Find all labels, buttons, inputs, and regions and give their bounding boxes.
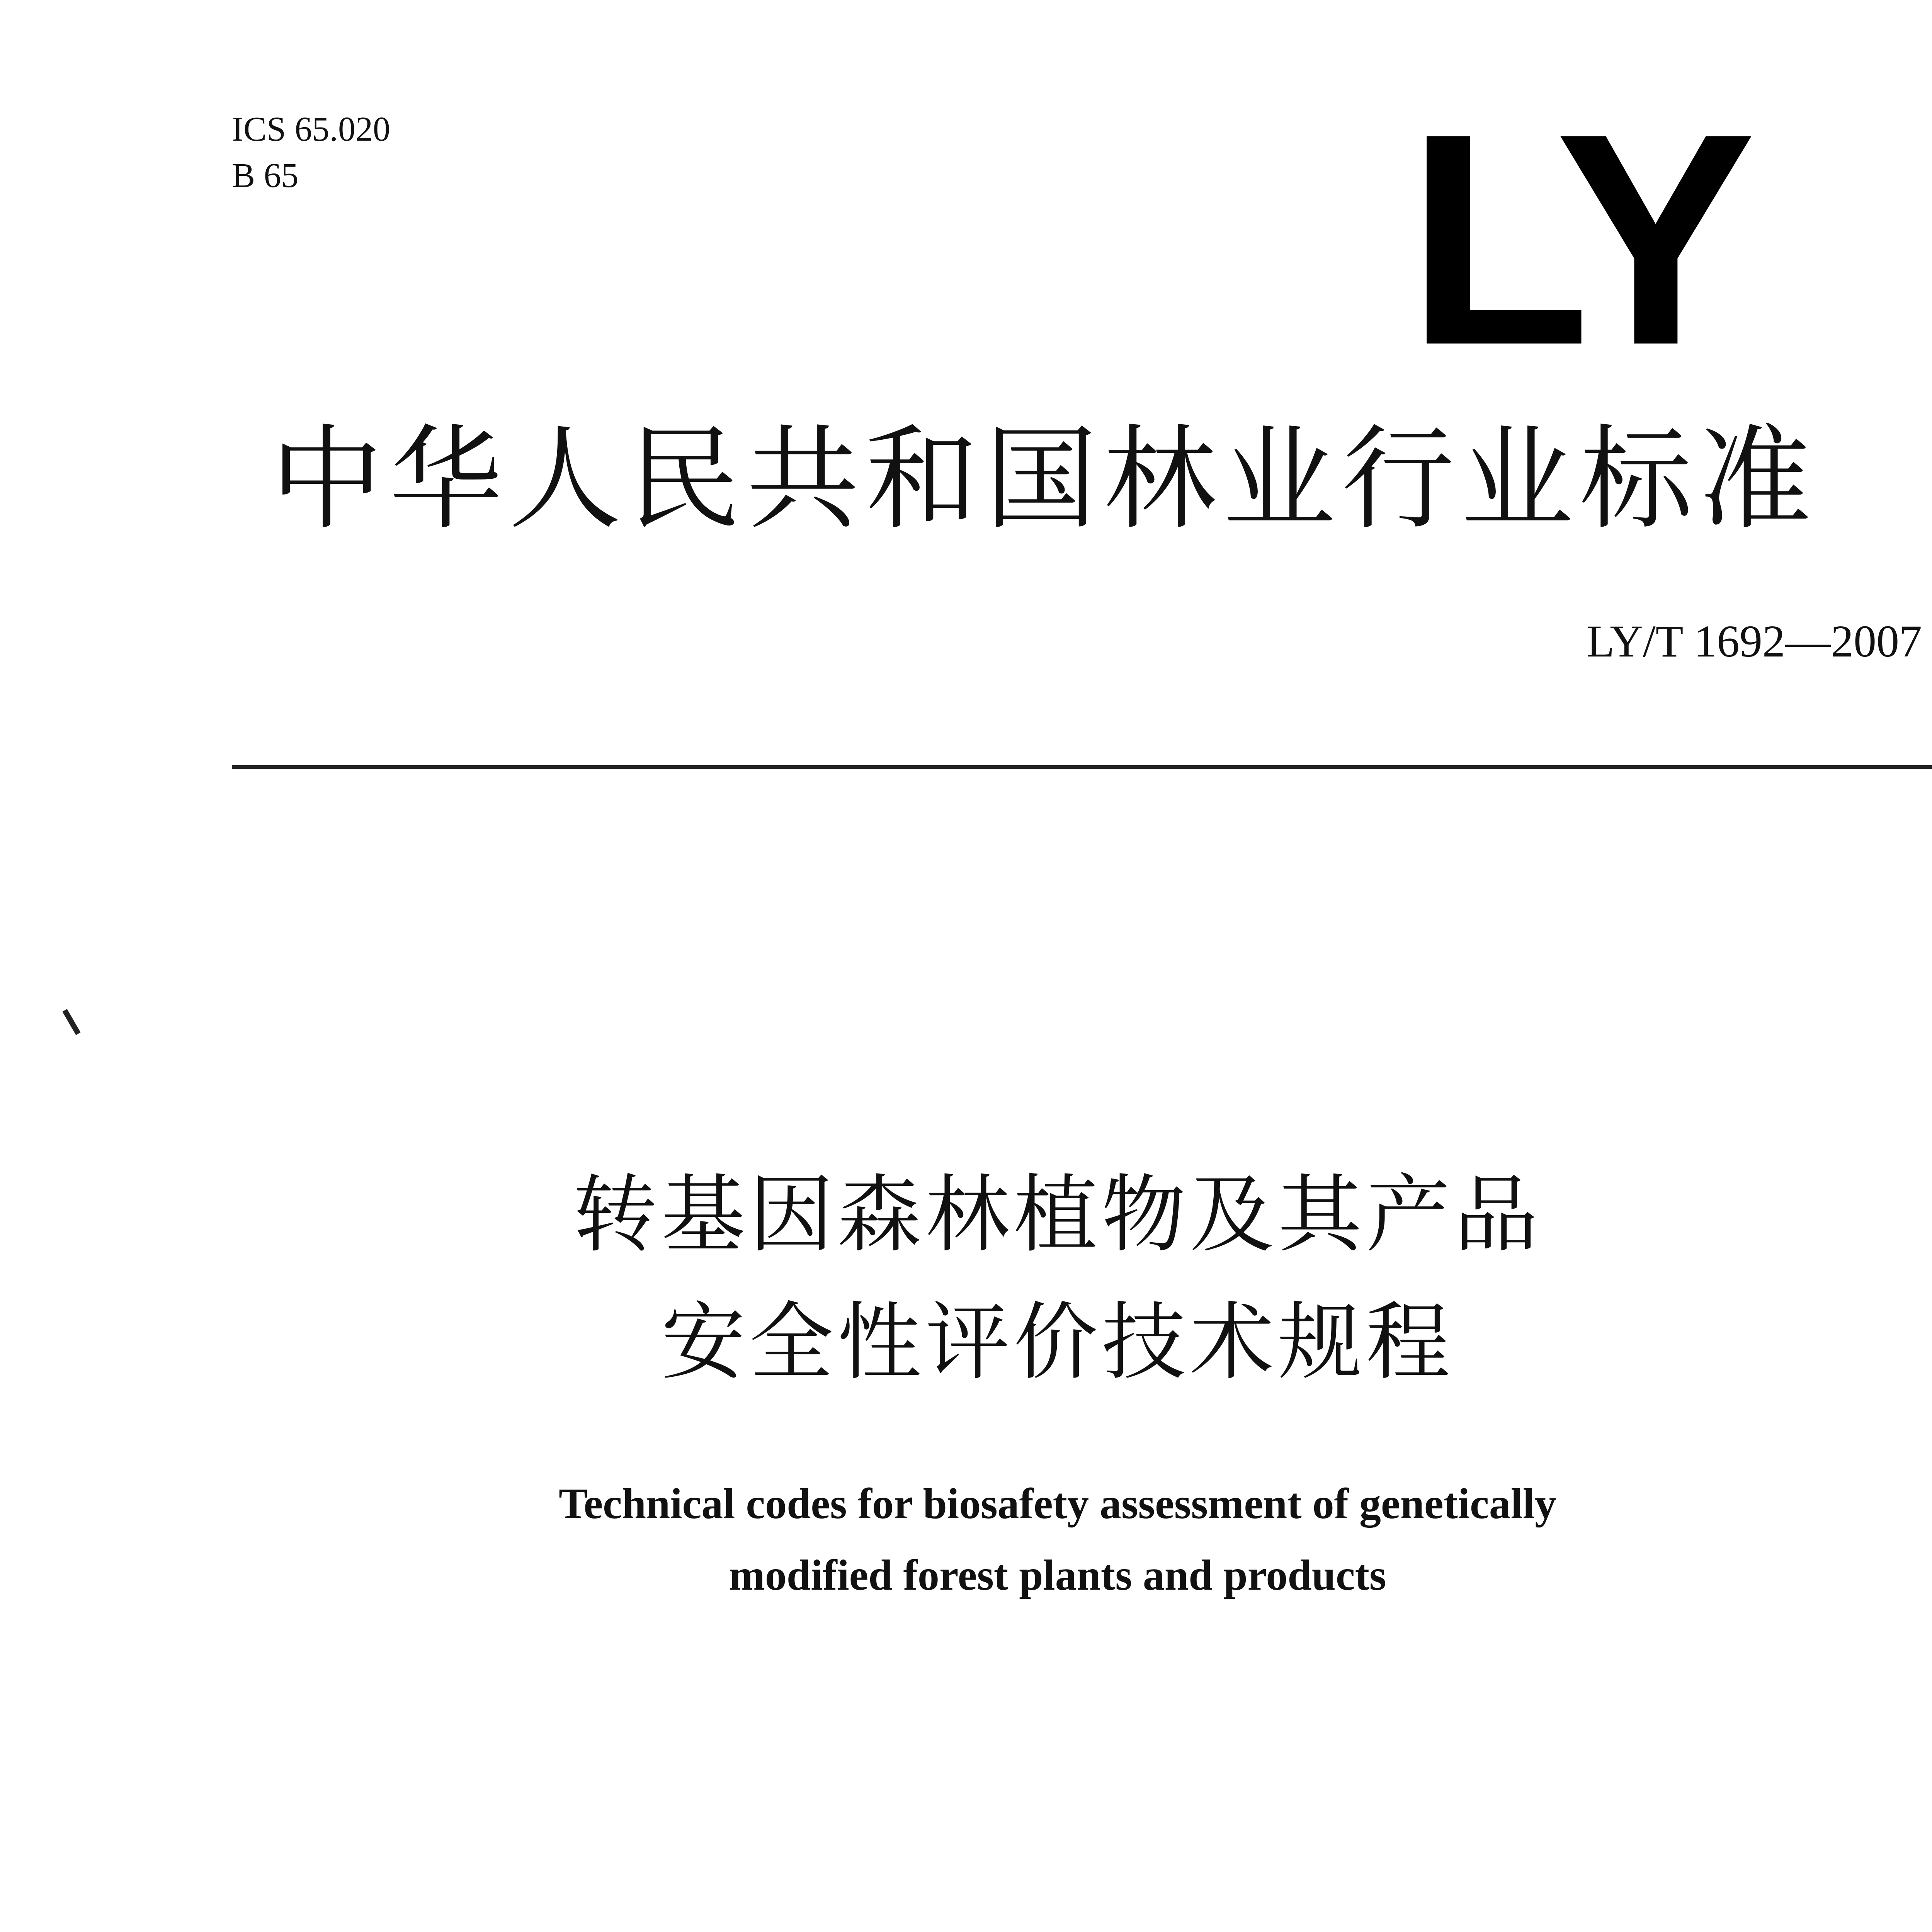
scan-mark (62, 1009, 80, 1035)
title-english (0, 1468, 1932, 1611)
classification-codes (232, 106, 390, 199)
standard-number: LY/T 1692—2007 (1587, 616, 1922, 667)
title-chinese-line-2: 安全性评价技术规程 (661, 1294, 1454, 1391)
title-english-line-2: modified forest plants and products (729, 1551, 1386, 1599)
ics-code: ICS 65.020 (232, 110, 391, 148)
ly-logo: LY (1406, 71, 1749, 408)
ccs-code: B 65 (232, 156, 299, 195)
title-chinese-line-1: 转基因森林植物及其产品 (573, 1166, 1542, 1264)
title-english-line-1: Technical codes for biosafety assessment of genetically (559, 1480, 1556, 1528)
top-divider (232, 765, 1932, 769)
standard-category: 中华人民共和国林业行业标准 (270, 413, 1818, 545)
title-chinese (0, 1151, 1932, 1406)
